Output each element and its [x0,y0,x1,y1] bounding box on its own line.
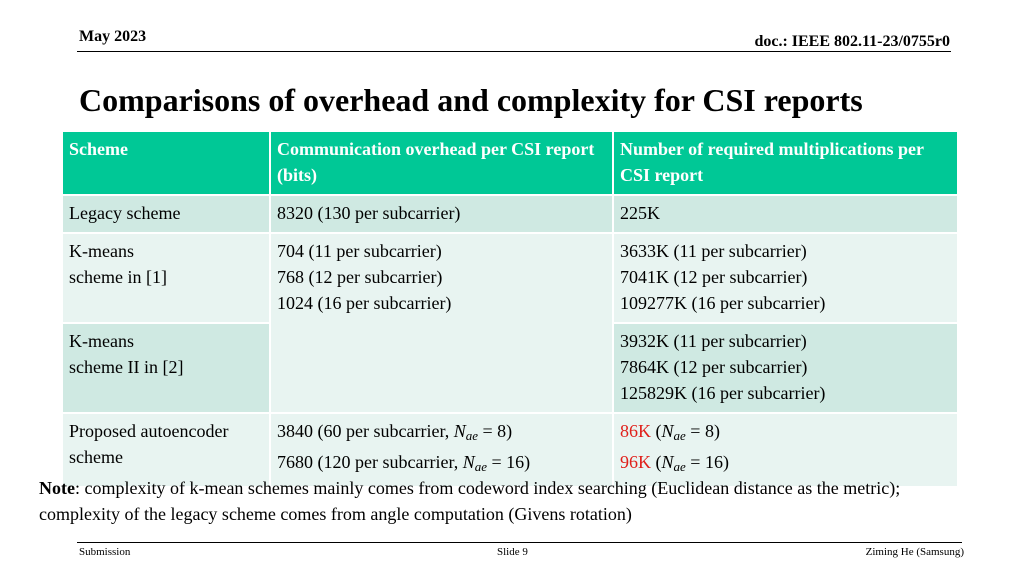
mult-line: 109277K (16 per subcarrier) [620,293,826,313]
comparison-table [61,130,959,488]
header-multiplications: Number of required multiplications per CSI report [613,131,958,195]
mult-line: 3633K (11 per subcarrier) [620,241,807,261]
mult-line: 3932K (11 per subcarrier) [620,331,807,351]
cell-legacy-scheme: Legacy scheme [62,195,270,233]
var-sub: ae [673,428,686,443]
note-paragraph [39,475,979,527]
cell-proposed-scheme-line2: scheme [69,447,123,467]
table-row-legacy [62,195,958,233]
math-var [463,452,487,472]
overhead-line: 768 (12 per subcarrier) [277,267,443,287]
mult-line: 7041K (12 per subcarrier) [620,267,808,287]
mult-suffix: 16) [704,452,729,472]
var-sub: ae [673,459,686,474]
header-scheme: Scheme [62,131,270,195]
mult-value-highlight: 86K [620,421,651,441]
equals: = [685,421,705,441]
overhead-line: 704 (11 per subcarrier) [277,241,442,261]
header-divider [77,51,951,52]
math-var [662,421,686,441]
mult-value-highlight: 96K [620,452,651,472]
var-base: N [661,452,674,472]
overhead-value: 16) [506,452,531,472]
note-label: Note [39,478,75,498]
overhead-prefix: 3840 (60 per subcarrier, [277,421,454,441]
note-text: : complexity of k-mean schemes mainly comes from codeword index searching (Euclidean distance as the metric); complexity of the legacy scheme comes from angle computation (Givens rotation) [39,478,901,524]
overhead-line: 1024 (16 per subcarrier) [277,293,452,313]
mult-line: 7864K (12 per subcarrier) [620,357,808,377]
cell-kmeans1-scheme-line1: K-means [69,241,134,261]
cell-kmeans2-scheme [62,323,270,413]
math-var [662,452,686,472]
var-base: N [661,421,674,441]
overhead-line [277,418,606,449]
footer-author: Ziming He (Samsung) [865,546,964,558]
mult-line: 86K $(N_{ae} = 8)$ [620,421,720,443]
table-header-row [62,131,958,195]
cell-kmeans1-scheme [62,233,270,323]
equals: = [478,421,498,441]
cell-kmeans2-mult [613,323,958,413]
cell-kmeans2-scheme-line2: scheme II in [2] [69,357,184,377]
var-base: N [453,421,466,441]
cell-legacy-overhead: 8320 (130 per subcarrier) [270,195,613,233]
overhead-prefix: 7680 (120 per subcarrier, [277,452,463,472]
table-row-kmeans-1 [62,233,958,323]
mult-line: 125829K (16 per subcarrier) [620,383,826,403]
cell-kmeans1-scheme-line2: scheme in [1] [69,267,167,287]
header-doc-id: doc.: IEEE 802.11-23/0755r0 [754,33,950,50]
cell-proposed-scheme-line1: Proposed autoencoder [69,421,229,441]
math-var [454,421,478,441]
footer-slide-number: Slide 9 [497,546,528,558]
equals: = [487,452,507,472]
var-sub: ae [465,428,479,443]
mult-suffix: 8) [704,421,720,441]
header-overhead: Communication overhead per CSI report (bits) [270,131,613,195]
cell-kmeans2-scheme-line1: K-means [69,331,134,351]
var-sub: ae [474,459,488,474]
overhead-value: 8) [497,421,513,441]
header-date: May 2023 [79,28,147,45]
footer-divider [77,542,962,543]
var-base: N [462,452,475,472]
equals: = [685,452,705,472]
mult-line: 96K $(N_{ae} = 16)$ [620,452,729,474]
slide-title: Comparisons of overhead and complexity for CSI reports [79,82,863,118]
cell-kmeans1-mult [613,233,958,323]
footer-submission: Submission [79,546,131,558]
cell-legacy-mult: 225K [613,195,958,233]
cell-kmeans-overhead [270,233,613,413]
